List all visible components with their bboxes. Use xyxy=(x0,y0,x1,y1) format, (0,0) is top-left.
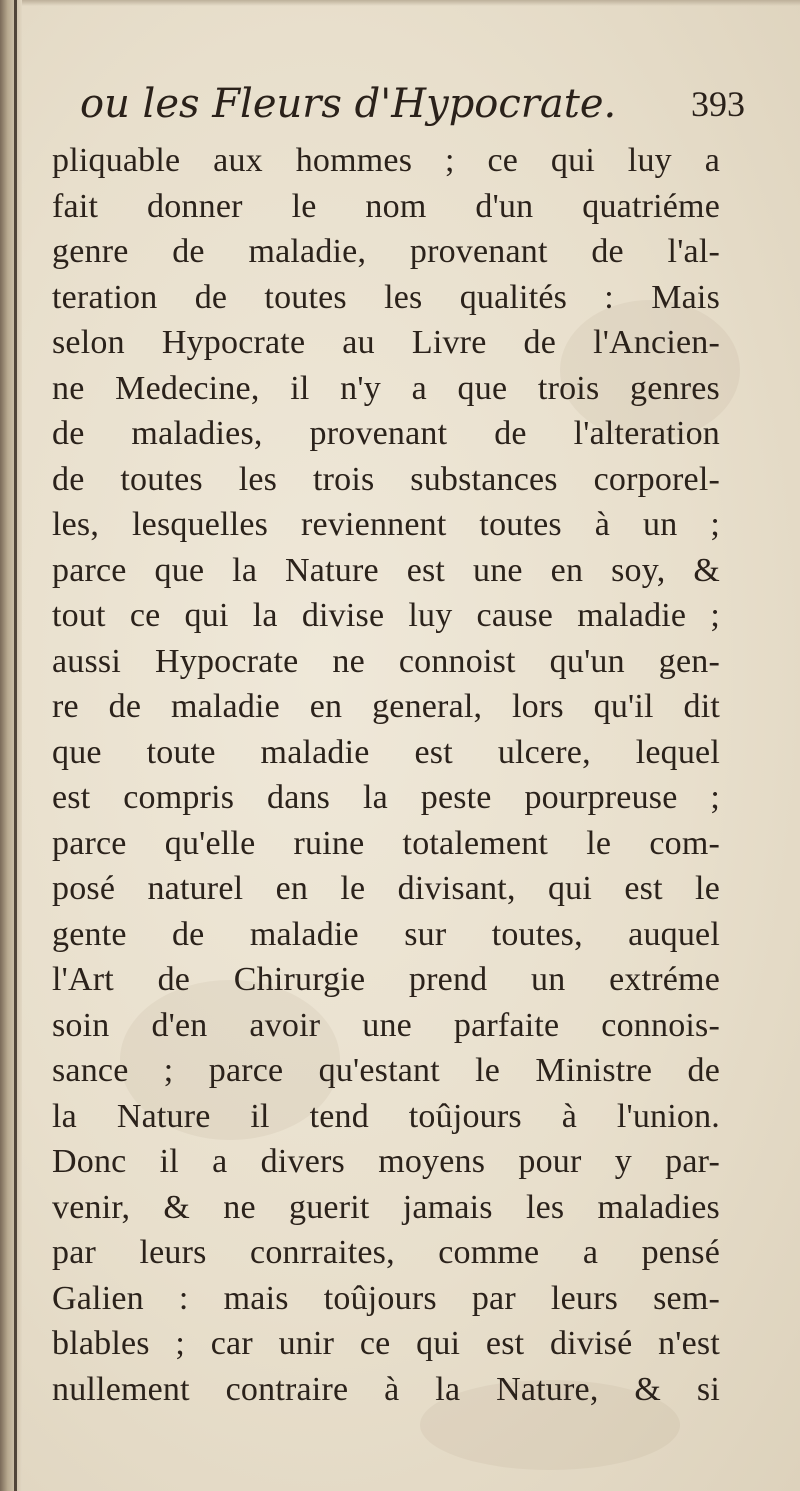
text-line: est compris dans la peste pourpreuse ; xyxy=(52,779,720,816)
page-number: 393 xyxy=(691,84,745,124)
text-line: soin d'en avoir une parfaite connois- xyxy=(52,1006,720,1044)
text-line: ne Medecine, il n'y a que trois genres xyxy=(52,369,720,407)
page-top-edge xyxy=(0,0,800,6)
text-line: parce que la Nature est une en soy, & xyxy=(52,551,720,589)
text-line: pliquable aux hommes ; ce qui luy a xyxy=(52,142,720,179)
text-line: les, lesquelles reviennent toutes à un ; xyxy=(52,506,720,543)
text-line: nullement contraire à la Nature, & si xyxy=(52,1370,720,1408)
page-gutter xyxy=(0,0,22,1491)
text-line: Donc il a divers moyens pour y par- xyxy=(52,1143,720,1180)
text-line: de maladies, provenant de l'alteration xyxy=(52,415,720,452)
text-line: selon Hypocrate au Livre de l'Ancien- xyxy=(52,324,720,361)
text-line: venir, & ne guerit jamais les maladies xyxy=(52,1188,720,1226)
text-line: par leurs conrraites, comme a pensé xyxy=(52,1234,720,1271)
text-line: posé naturel en le divisant, qui est le xyxy=(52,870,720,907)
text-line: que toute maladie est ulcere, lequel xyxy=(52,733,720,771)
text-line: fait donner le nom d'un quatriéme xyxy=(52,187,720,225)
text-line: tout ce qui la divise luy cause maladie ; xyxy=(52,597,720,634)
text-line: parce qu'elle ruine totalement le com- xyxy=(52,824,720,862)
text-line: aussi Hypocrate ne connoist qu'un gen- xyxy=(52,642,720,680)
text-line: blables ; car unir ce qui est divisé n'est xyxy=(52,1325,720,1362)
text-line: genre de maladie, provenant de l'al- xyxy=(52,233,720,270)
text-line: de toutes les trois substances corporel- xyxy=(52,460,720,498)
body-text xyxy=(52,138,720,1412)
text-line: teration de toutes les qualités : Mais xyxy=(52,278,720,316)
text-line: re de maladie en general, lors qu'il dit xyxy=(52,688,720,725)
binding-line xyxy=(14,0,17,1491)
text-line: l'Art de Chirurgie prend un extréme xyxy=(52,961,720,998)
running-title: ou les Fleurs d'Hypocrate. xyxy=(80,81,617,127)
page-header xyxy=(40,78,755,136)
text-line: Galien : mais toûjours par leurs sem- xyxy=(52,1279,720,1317)
text-line: gente de maladie sur toutes, auquel xyxy=(52,915,720,953)
text-line: sance ; parce qu'estant le Ministre de xyxy=(52,1052,720,1089)
text-line: la Nature il tend toûjours à l'union. xyxy=(52,1097,720,1135)
